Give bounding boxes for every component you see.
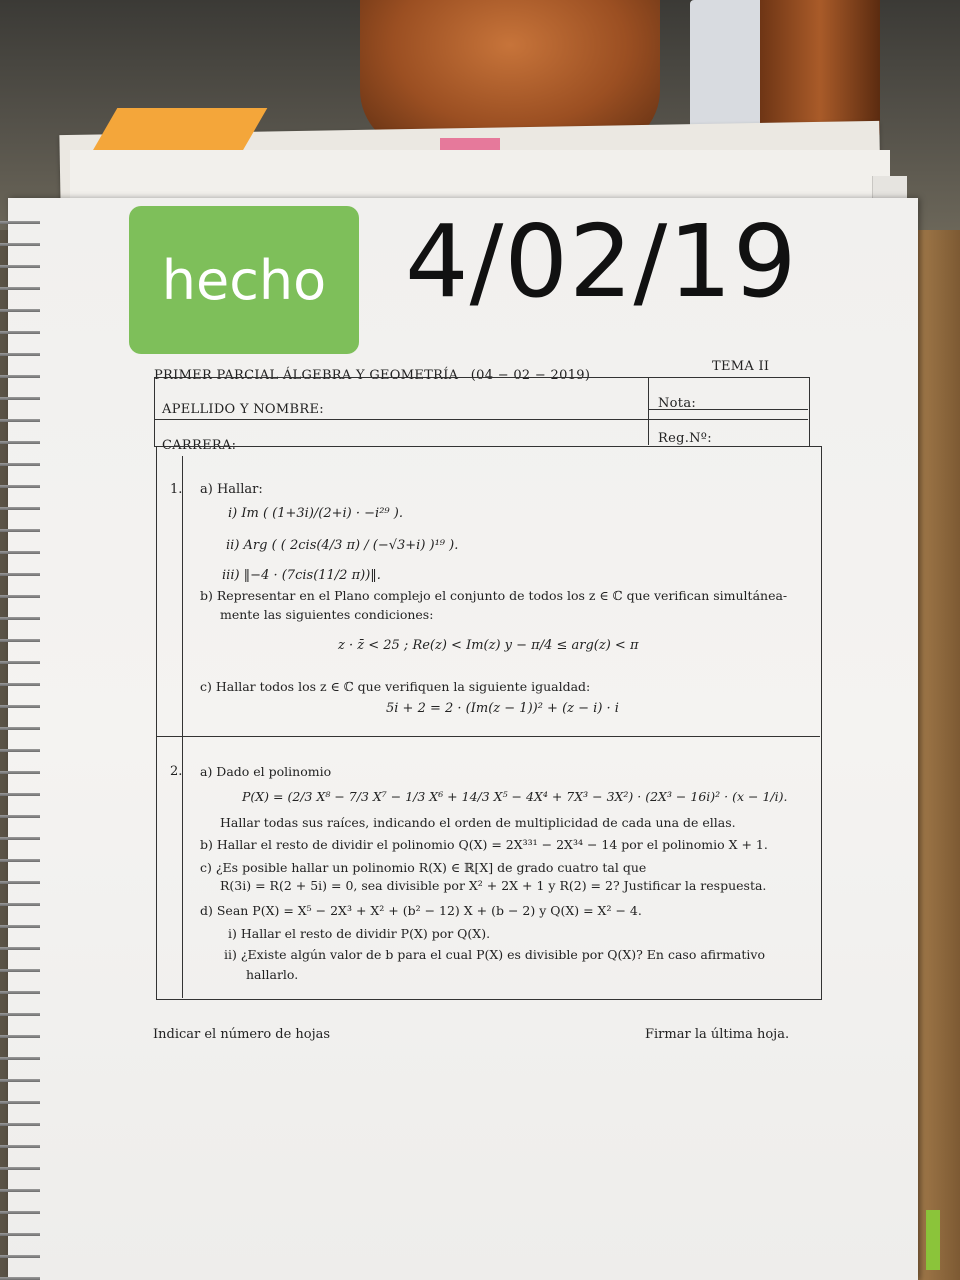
problem-1c: c) Hallar todos los z ∈ ℂ que verifiquen la siguiente igualdad:: [200, 679, 591, 694]
problem-2d: d) Sean P(X) = X⁵ − 2X³ + X² + (b² − 12) X + (b − 2) y Q(X) = X² − 4.: [200, 903, 642, 918]
problems-number-column: [182, 456, 183, 998]
info-table-divider: [154, 419, 808, 420]
problem-2a-formula: P(X) = (2/3 X⁸ − 7/3 X⁷ − 1/3 X⁶ + 14/3 X⁵ − 4X⁴ + 7X³ − 3X²) · (2X³ − 16i)² · (x − 1/i).: [242, 789, 788, 804]
done-sticker-text: hecho: [161, 248, 327, 312]
info-table-col: [648, 377, 649, 445]
problem-1a: a) Hallar:: [200, 482, 263, 497]
reg-label: Reg.Nº:: [658, 431, 712, 446]
problem-2-number: 2.: [170, 764, 183, 779]
problem-2a-line2: Hallar todas sus raíces, indicando el orden de multiplicidad de cada una de ellas.: [220, 815, 736, 830]
done-sticker: [129, 206, 359, 354]
exam-title-text: PRIMER PARCIAL ÁLGEBRA Y GEOMETRÍA: [154, 368, 459, 383]
nota-label: Nota:: [658, 396, 697, 411]
green-sticky-tab: [926, 1210, 940, 1270]
problem-2d-i: i) Hallar el resto de dividir P(X) por Q(X).: [228, 926, 491, 941]
problem-2d-ii-line2: hallarlo.: [246, 967, 299, 982]
footer-left: Indicar el número de hojas: [153, 1027, 331, 1042]
problem-2c-line2: R(3i) = R(2 + 5i) = 0, sea divisible por X² + 2X + 1 y R(2) = 2? Justificar la respuesta.: [220, 878, 767, 893]
problem-1c-formula: 5i + 2 = 2 · (Im(z − 1))² + (z − i) · i: [386, 701, 619, 716]
name-label: APELLIDO Y NOMBRE:: [162, 402, 324, 417]
notebook-spiral: [0, 210, 40, 1280]
problems-divider: [156, 736, 820, 737]
problem-1-number: 1.: [170, 482, 183, 497]
problem-1a-i: i) Im ( (1+3i)/(2+i) · −i²⁹ ).: [228, 506, 403, 521]
problem-1a-ii: ii) Arg ( ( 2cis(4/3 π) / (−√3+i) )¹⁹ ).: [226, 538, 459, 553]
problem-1a-iii: iii) ‖−4 · (7cis(11/2 π))‖.: [222, 568, 381, 583]
problem-1b-formula: z · z̄ < 25 ; Re(z) < Im(z) y − π/4 ≤ arg(z) < π: [338, 638, 639, 653]
problem-2c-line1: c) ¿Es posible hallar un polinomio R(X) ∈ ℝ[X] de grado cuatro tal que: [200, 860, 647, 875]
problem-2b: b) Hallar el resto de dividir el polinomio Q(X) = 2X³³¹ − 2X³⁴ − 14 por el polinomio X + 1.: [200, 837, 768, 852]
problem-1b-line1: b) Representar en el Plano complejo el conjunto de todos los z ∈ ℂ que verifican simultánea-: [200, 588, 788, 603]
problem-2a: a) Dado el polinomio: [200, 764, 332, 779]
exam-tema: TEMA II: [712, 359, 770, 374]
overlay-date: 4/02/19: [405, 203, 798, 320]
footer-right: Firmar la última hoja.: [645, 1027, 790, 1042]
problem-1b-line2: mente las siguientes condiciones:: [220, 607, 434, 622]
exam-date: (04 − 02 − 2019): [470, 368, 591, 383]
carrera-label: CARRERA:: [162, 438, 237, 453]
problem-2d-ii-line1: ii) ¿Existe algún valor de b para el cual P(X) es divisible por Q(X)? En caso afirmativo: [224, 947, 765, 962]
